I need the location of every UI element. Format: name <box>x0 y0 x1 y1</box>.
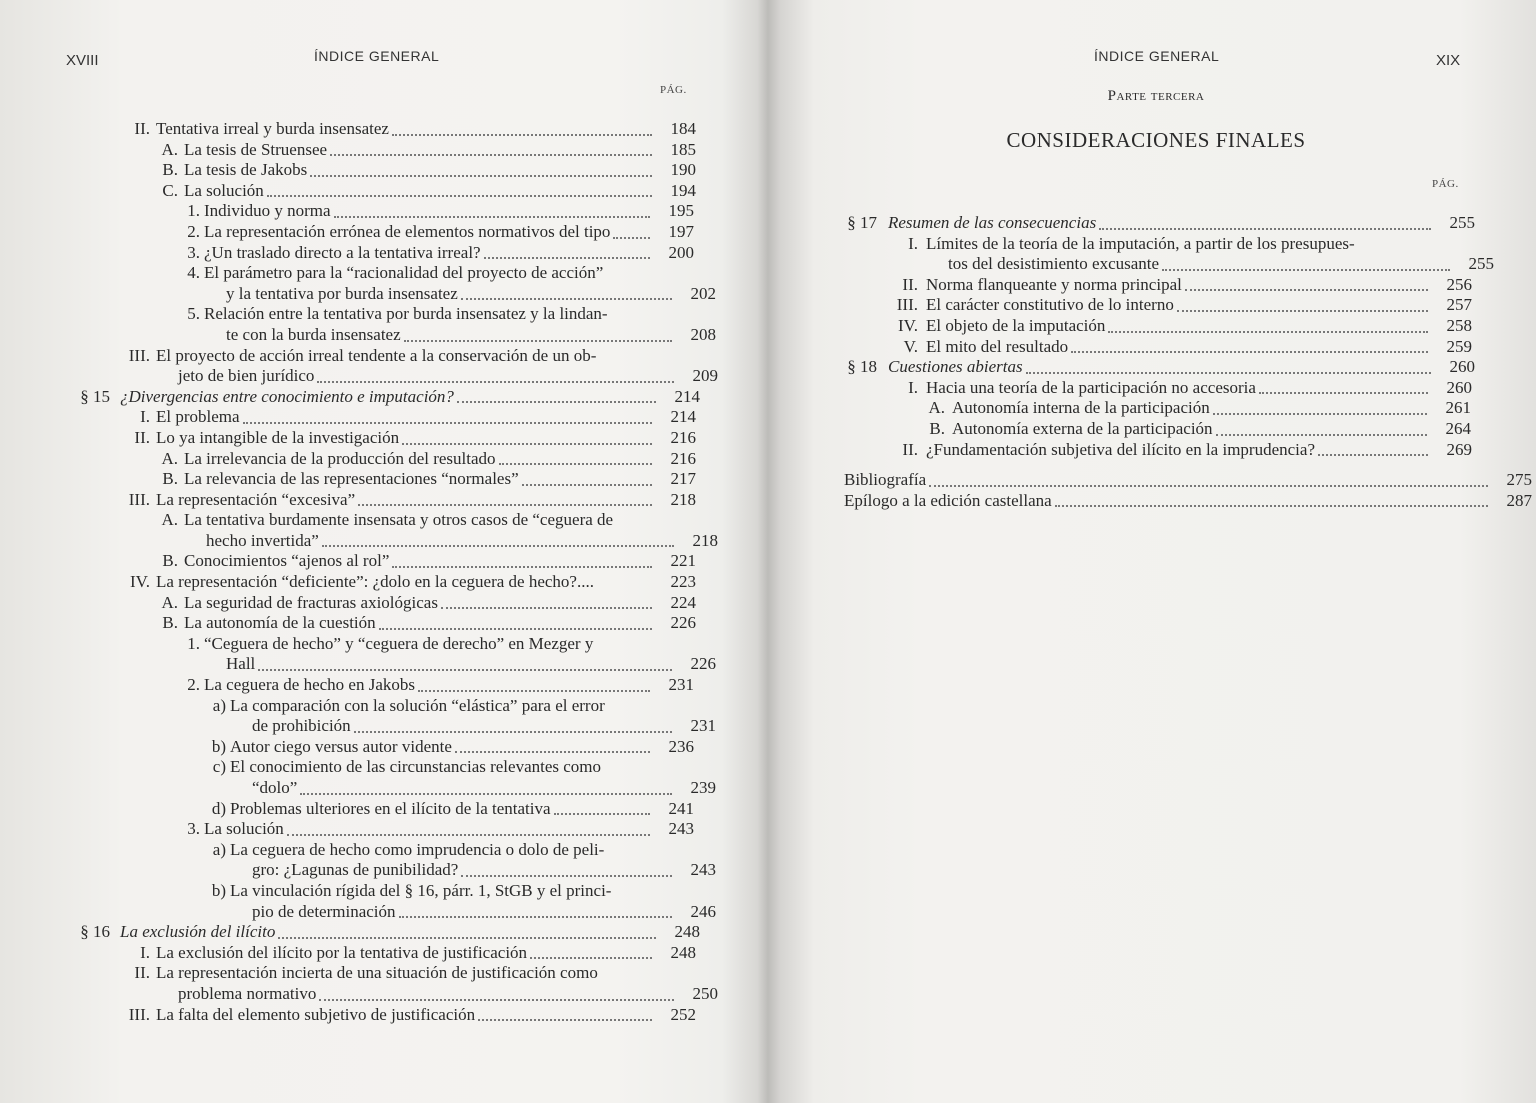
toc-entry-number: V. <box>903 336 918 356</box>
toc-entry-title: ¿Fundamentación subjetiva del ilícito en la imprudencia? <box>926 439 1315 459</box>
toc-entry <box>0 531 760 552</box>
toc-entry-title: La exclusión del ilícito por la tentativa de justificación <box>156 942 528 962</box>
dot-leader <box>455 745 650 753</box>
toc-entry <box>0 140 760 161</box>
dot-leader <box>530 951 652 959</box>
toc-entry-title: Bibliografía <box>844 470 927 490</box>
left-page <box>0 0 760 1103</box>
toc-entry-page: 248 <box>670 942 696 962</box>
toc-entry-number: d) <box>211 798 226 818</box>
toc-entry-number: 3. <box>187 242 200 262</box>
toc-entry <box>0 304 760 325</box>
toc-entry-number: A. <box>161 139 178 159</box>
toc-entry-title: El mito del resultado <box>926 336 1069 356</box>
toc-entry <box>0 263 760 284</box>
toc-entry-page: 231 <box>690 716 716 736</box>
toc-entry-number: 1. <box>187 201 200 221</box>
toc-entry <box>0 963 760 984</box>
toc-entry-number: B. <box>162 160 178 180</box>
toc-entry-page: 260 <box>1446 377 1472 397</box>
toc-entry-page: 184 <box>670 119 696 138</box>
toc-entry <box>776 357 1536 378</box>
toc-entry-page: 248 <box>674 922 700 942</box>
toc-entry-number: I. <box>908 377 918 397</box>
toc-entry-number: III. <box>128 489 150 509</box>
toc-entry-title: La solución <box>204 819 284 839</box>
dot-leader <box>317 375 674 383</box>
running-head: ÍNDICE GENERAL <box>314 48 440 64</box>
dot-leader <box>243 416 652 424</box>
toc-entry-title: La tesis de Jakobs <box>184 160 308 180</box>
toc-entry <box>0 119 760 140</box>
toc-entry-page: 236 <box>668 736 694 756</box>
toc-entry-page: 209 <box>692 366 718 386</box>
dot-leader <box>461 292 672 300</box>
toc-entry-title: Problemas ulteriores en el ilícito de la tentativa <box>230 798 551 818</box>
toc-entry-title: La representación errónea de elementos normativos del tipo <box>204 221 611 241</box>
toc-entry-title: La falta del elemento subjetivo de justificación <box>156 1004 476 1024</box>
toc-entry-page: 246 <box>690 901 716 921</box>
toc-entry <box>0 696 760 717</box>
toc-entry-title: Lo ya intangible de la investigación <box>156 427 400 447</box>
toc-entry-page: 202 <box>690 283 716 303</box>
toc-entry <box>0 984 760 1005</box>
toc-entry-number: 4. <box>187 263 200 283</box>
dot-leader <box>267 189 652 197</box>
toc-entry-number: II. <box>902 274 918 294</box>
toc-entry-page: 194 <box>670 180 696 200</box>
toc-entry <box>0 881 760 902</box>
toc-entry-number: III. <box>128 345 150 365</box>
section-title: CONSIDERACIONES FINALES <box>1006 128 1306 152</box>
toc-entry <box>0 799 760 820</box>
toc-entry-page: 255 <box>1449 213 1475 232</box>
toc-entry-number: B. <box>162 551 178 571</box>
toc-entry-number: c) <box>212 757 226 777</box>
toc-entry-title: de prohibición <box>252 716 351 736</box>
toc-entry-page: 217 <box>670 469 696 489</box>
toc-entry-number: III. <box>128 1004 150 1024</box>
toc-entry-number: 3. <box>187 819 200 839</box>
toc-entry-title: Resumen de las consecuencias <box>888 213 1097 232</box>
toc-entry-page: 218 <box>692 530 718 550</box>
toc-entry-title: Epílogo a la edición castellana <box>844 490 1052 510</box>
toc-entry-number: 2. <box>187 675 200 695</box>
toc-entry-title: La tentativa burdamente insensata y otros casos de “ceguera de <box>184 510 614 530</box>
toc-entry-title: La autonomía de la cuestión <box>184 613 376 633</box>
page-number: XVIII <box>66 52 99 69</box>
toc-entry <box>776 470 1536 491</box>
dot-leader <box>399 910 672 918</box>
dot-leader <box>1026 366 1431 374</box>
dot-leader <box>392 128 652 136</box>
toc-entry-title: La representación “deficiente”: ¿dolo en la ceguera de hecho?.... <box>156 572 594 592</box>
toc-entry-number: I. <box>140 407 150 427</box>
toc-entry-page: 264 <box>1445 418 1471 438</box>
toc-entry-number: § 16 <box>80 922 110 942</box>
toc-entry-number: a) <box>212 695 226 715</box>
toc-entry-title: La seguridad de fracturas axiológicas <box>184 592 438 612</box>
toc-entry-number: II. <box>902 439 918 459</box>
toc-entry-title: Tentativa irreal y burda insensatez <box>156 119 389 138</box>
toc-entry-title: El parámetro para la “racionalidad del proyecto de acción” <box>204 263 604 283</box>
toc-entry <box>0 510 760 531</box>
toc-entry-page: 231 <box>668 675 694 695</box>
toc-entry-title: Norma flanqueante y norma principal <box>926 274 1182 294</box>
toc-entry <box>0 387 760 408</box>
toc-entry-number: § 18 <box>847 357 877 377</box>
dot-leader <box>379 622 652 630</box>
dot-leader <box>358 498 652 506</box>
toc-entry-title: La solución <box>184 180 264 200</box>
toc-entry <box>0 469 760 490</box>
toc-entry <box>0 675 760 696</box>
toc-entry-page: 216 <box>670 448 696 468</box>
dot-leader <box>554 807 650 815</box>
toc-entry-number: § 17 <box>847 213 877 232</box>
toc-entry-number: § 15 <box>80 386 110 406</box>
toc-entry-number: 5. <box>187 304 200 324</box>
toc-entry-title: La ceguera de hecho en Jakobs <box>204 675 415 695</box>
toc-entry-page: 214 <box>670 407 696 427</box>
toc-entry-page: 197 <box>668 221 694 241</box>
dot-leader <box>1071 345 1428 353</box>
toc-entry-number: b) <box>211 736 226 756</box>
dot-leader <box>461 869 672 877</box>
dot-leader <box>319 993 674 1001</box>
dot-leader <box>278 931 656 939</box>
dot-leader <box>1259 386 1428 394</box>
toc-entry <box>0 613 760 634</box>
toc-entry <box>0 902 760 923</box>
toc-entry-title: La ceguera de hecho como imprudencia o dolo de peli- <box>230 839 605 859</box>
toc-entry-number: II. <box>134 963 150 983</box>
toc-entry <box>0 201 760 222</box>
dot-leader <box>457 395 656 403</box>
toc-entry-title: y la tentativa por burda insensatez <box>226 283 458 303</box>
toc-entry-title: te con la burda insensatez <box>226 324 401 344</box>
toc-entry <box>0 325 760 346</box>
toc-entry-title: Hacia una teoría de la participación no accesoria <box>926 377 1256 397</box>
dot-leader <box>478 1013 652 1021</box>
toc-entry <box>776 337 1536 358</box>
toc-entry-title: “dolo” <box>252 778 298 797</box>
toc-entry-number: I. <box>908 233 918 253</box>
toc-entry-title: ¿Un traslado directo a la tentativa irreal? <box>204 242 481 262</box>
dot-leader <box>334 210 650 218</box>
toc-entry-title: Límites de la teoría de la imputación, a partir de los presupues- <box>926 233 1355 253</box>
toc-entry-number: II. <box>134 427 150 447</box>
dot-leader <box>1177 304 1428 312</box>
toc-entry <box>0 572 760 593</box>
toc-entry <box>776 440 1536 461</box>
toc-entry-page: 261 <box>1445 398 1471 418</box>
toc-entry <box>776 398 1536 419</box>
dot-leader <box>287 828 650 836</box>
toc-entry <box>0 160 760 181</box>
toc-entry-title: tos del desistimiento excusante <box>948 254 1160 274</box>
toc-entry <box>0 593 760 614</box>
toc-entry-title: El conocimiento de las circunstancias relevantes como <box>230 757 602 777</box>
toc-entry-page: 252 <box>670 1004 696 1024</box>
toc-entry-title: problema normativo <box>178 983 317 1003</box>
toc-entry-title: La representación incierta de una situación de justificación como <box>156 963 598 983</box>
toc-entry <box>0 1005 760 1026</box>
toc-entry <box>0 860 760 881</box>
dot-leader <box>522 478 652 486</box>
toc-entry <box>0 449 760 470</box>
toc-entry-title: Hall <box>226 654 256 674</box>
toc-entry-page: 275 <box>1506 470 1532 490</box>
toc-entry-page: 243 <box>668 819 694 839</box>
toc-entry <box>0 428 760 449</box>
dot-leader <box>597 583 652 589</box>
toc-entry-page: 287 <box>1506 490 1532 510</box>
dot-leader <box>1318 448 1428 456</box>
toc-entry-title: El carácter constitutivo de lo interno <box>926 295 1174 315</box>
dot-leader <box>499 457 652 465</box>
toc-entry-page: 223 <box>670 572 696 592</box>
toc-entry <box>0 819 760 840</box>
toc-entry <box>776 295 1536 316</box>
toc-entry <box>776 378 1536 399</box>
toc-entry-page: 224 <box>670 592 696 612</box>
toc-entry <box>0 407 760 428</box>
toc-entry-number: A. <box>161 592 178 612</box>
toc-entry-page: 185 <box>670 139 696 159</box>
toc-entry-number: A. <box>161 448 178 468</box>
toc-entry-page: 200 <box>668 242 694 262</box>
dot-leader <box>929 479 1488 487</box>
toc-entry-page: 269 <box>1446 439 1472 459</box>
toc-entry-number: A. <box>928 398 945 418</box>
toc-entry-title: Individuo y norma <box>204 201 331 221</box>
dot-leader <box>418 684 650 692</box>
toc-entry-page: 260 <box>1449 357 1475 377</box>
toc-entry-title: pio de determinación <box>252 901 396 921</box>
toc-entry-title: Autonomía interna de la participación <box>952 398 1210 418</box>
toc-entry-title: La tesis de Struensee <box>184 139 328 159</box>
toc-entry-title: Relación entre la tentativa por burda insensatez y la lindan- <box>204 304 608 324</box>
toc-entry-page: 218 <box>670 489 696 509</box>
dot-leader <box>613 231 650 239</box>
toc-entry-number: a) <box>212 839 226 859</box>
toc-entry-number: B. <box>929 418 945 438</box>
toc-entry-title: El objeto de la imputación <box>926 315 1106 335</box>
toc-entry-page: 216 <box>670 427 696 447</box>
toc-entry <box>776 419 1536 440</box>
toc-entry-title: La comparación con la solución “elástica” para el error <box>230 695 605 715</box>
toc-entry <box>0 716 760 737</box>
dot-leader <box>392 560 652 568</box>
toc-entry <box>0 243 760 264</box>
toc-entry-title: ¿Divergencias entre conocimiento e imputación? <box>120 386 454 406</box>
toc-entry-number: A. <box>161 510 178 530</box>
toc-entry <box>776 254 1536 275</box>
toc-entry <box>0 346 760 367</box>
toc-entry-number: I. <box>140 942 150 962</box>
toc-entry-number: IV. <box>898 315 918 335</box>
page-number: XIX <box>1436 52 1461 69</box>
toc-entry-number: C. <box>162 180 178 200</box>
toc-entry-number: B. <box>162 469 178 489</box>
toc-entry-page: 221 <box>670 551 696 571</box>
toc-entry-page: 255 <box>1468 254 1494 274</box>
dot-leader <box>441 601 652 609</box>
dot-leader <box>258 663 672 671</box>
toc-entry-title: La relevancia de las representaciones “normales” <box>184 469 519 489</box>
page-column-label: PÁG. <box>1432 178 1459 190</box>
toc-entry <box>0 366 760 387</box>
toc-entry <box>0 222 760 243</box>
toc-entry <box>0 943 760 964</box>
toc-entry-title: Autor ciego versus autor vidente <box>230 736 452 756</box>
toc-entry <box>776 213 1536 234</box>
toc-entry <box>0 654 760 675</box>
toc-entry <box>0 757 760 778</box>
toc-entry-title: Cuestiones abiertas <box>888 357 1023 377</box>
dot-leader <box>402 437 652 445</box>
dot-leader <box>1108 325 1428 333</box>
toc-entry <box>0 922 760 943</box>
toc-entry-number: 2. <box>187 221 200 241</box>
toc-entry <box>0 284 760 305</box>
part-title: Parte tercera <box>1107 88 1205 104</box>
toc-entry-page: 243 <box>690 860 716 880</box>
dot-leader <box>404 334 672 342</box>
toc-entry-title: El problema <box>156 407 240 427</box>
toc-entry <box>0 737 760 758</box>
toc-entry-page: 259 <box>1446 336 1472 356</box>
toc-entry-title: La vinculación rígida del § 16, párr. 1, StGB y el princi- <box>230 880 612 900</box>
dot-leader <box>330 148 652 156</box>
toc-entry-page: 226 <box>670 613 696 633</box>
toc-entry-page: 258 <box>1446 315 1472 335</box>
toc-entry-number: IV. <box>130 572 150 592</box>
toc-entry <box>0 840 760 861</box>
toc-entry-number: II. <box>134 119 150 138</box>
toc-entry <box>776 491 1536 512</box>
dot-leader <box>322 539 674 547</box>
toc-entry-title: gro: ¿Lagunas de punibilidad? <box>252 860 459 880</box>
toc-entry-title: La representación “excesiva” <box>156 489 356 509</box>
toc-entry-title: Conocimientos “ajenos al rol” <box>184 551 390 571</box>
toc-entry-page: 241 <box>668 798 694 818</box>
table-of-contents <box>0 119 760 1025</box>
dot-leader <box>310 169 652 177</box>
toc-entry <box>0 490 760 511</box>
toc-entry-title: Autonomía externa de la participación <box>952 418 1213 438</box>
dot-leader <box>1185 283 1428 291</box>
dot-leader <box>1055 499 1488 507</box>
toc-entry <box>0 634 760 655</box>
toc-entry-page: 250 <box>692 983 718 1003</box>
toc-entry-title: La exclusión del ilícito <box>120 922 276 942</box>
toc-entry <box>0 778 760 799</box>
toc-entry-page: 239 <box>690 778 716 797</box>
toc-entry-page: 257 <box>1446 295 1472 315</box>
toc-entry-page: 214 <box>674 386 700 406</box>
toc-entry <box>776 275 1536 296</box>
running-head: ÍNDICE GENERAL <box>1094 48 1220 64</box>
toc-entry <box>0 181 760 202</box>
toc-entry-page: 190 <box>670 160 696 180</box>
dot-leader <box>1099 222 1431 230</box>
dot-leader <box>1213 407 1427 415</box>
toc-entry-title: jeto de bien jurídico <box>178 366 315 386</box>
right-page <box>776 0 1536 1103</box>
toc-entry-number: b) <box>211 880 226 900</box>
toc-entry-title: La irrelevancia de la producción del resultado <box>184 448 496 468</box>
toc-entry-page: 256 <box>1446 274 1472 294</box>
toc-entry-number: III. <box>896 295 918 315</box>
dot-leader <box>484 251 650 259</box>
toc-entry-number: 1. <box>187 633 200 653</box>
table-of-contents <box>776 213 1536 511</box>
toc-entry-page: 226 <box>690 654 716 674</box>
toc-entry-title: hecho invertida” <box>206 530 319 550</box>
toc-entry-page: 208 <box>690 324 716 344</box>
page-column-label: PÁG. <box>660 84 687 96</box>
dot-leader <box>1216 428 1427 436</box>
toc-entry-title: “Ceguera de hecho” y “ceguera de derecho” en Mezger y <box>204 633 594 653</box>
dot-leader <box>354 725 672 733</box>
toc-entry <box>776 316 1536 337</box>
toc-entry-page: 195 <box>668 201 694 221</box>
dot-leader <box>1162 263 1450 271</box>
toc-entry <box>776 234 1536 255</box>
toc-entry <box>0 551 760 572</box>
toc-entry-number: B. <box>162 613 178 633</box>
dot-leader <box>300 787 672 795</box>
toc-entry-title: El proyecto de acción irreal tendente a la conservación de un ob- <box>156 345 597 365</box>
